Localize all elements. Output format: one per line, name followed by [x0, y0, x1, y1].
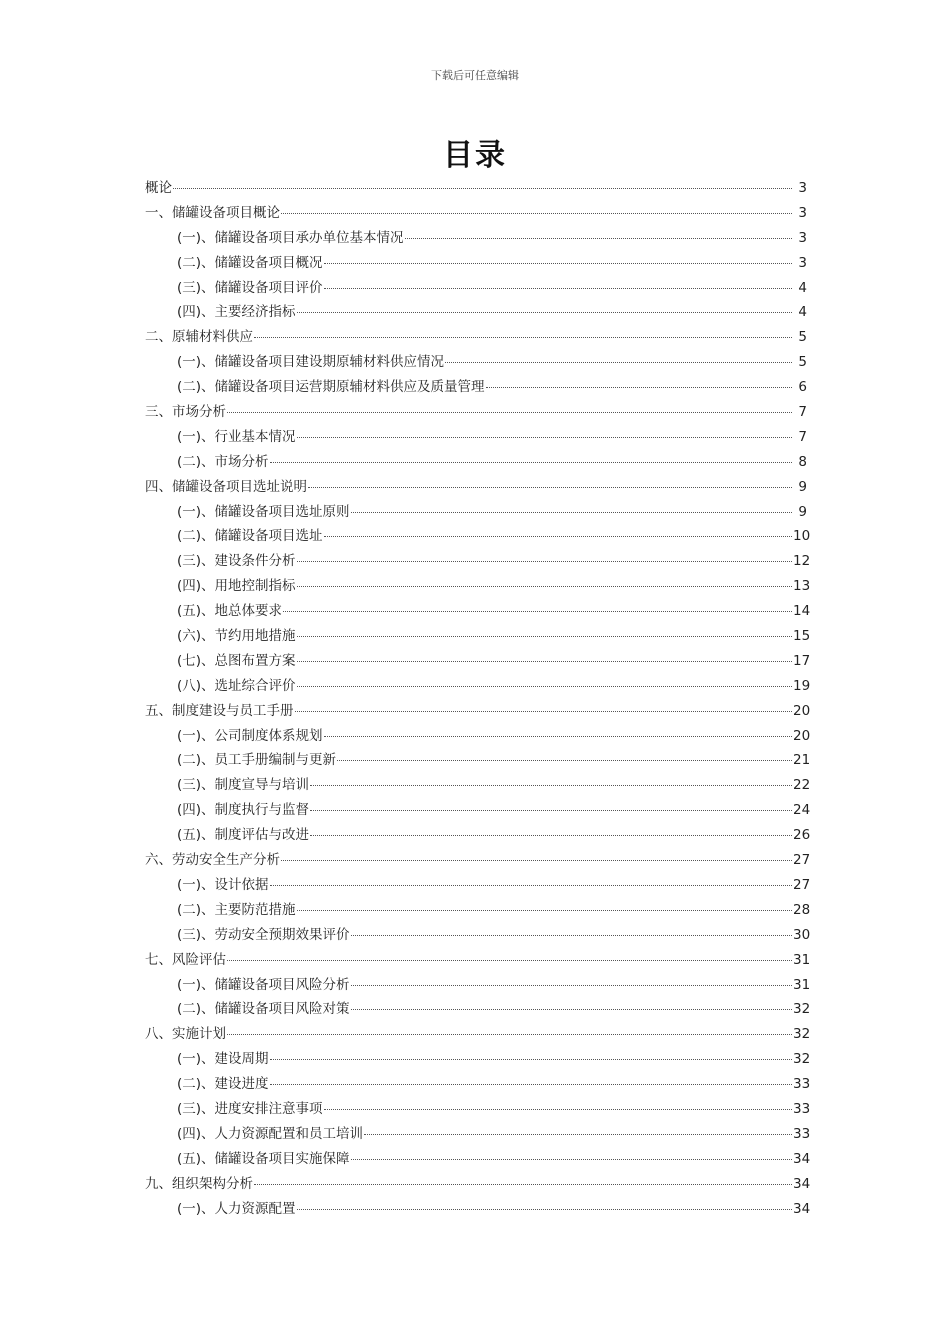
toc-entry[interactable] — [145, 176, 807, 201]
toc-leader-dots — [297, 909, 792, 911]
toc-entry-page: 3 — [798, 204, 807, 221]
toc-entry-label: 八、实施计划 — [145, 1026, 226, 1043]
toc-entry-page: 20 — [793, 702, 811, 719]
toc-entry-page: 4 — [798, 304, 807, 321]
toc-entry-label: (五)、地总体要求 — [177, 603, 283, 620]
toc-entry-label: (一)、储罐设备项目建设期原辅材料供应情况 — [177, 354, 445, 371]
toc-leader-dots — [227, 411, 792, 413]
toc-entry-page: 6 — [798, 379, 807, 396]
toc-entry-page: 14 — [793, 603, 811, 620]
toc-entry-label: 五、制度建设与员工手册 — [145, 702, 294, 719]
toc-entry-label: (一)、储罐设备项目承办单位基本情况 — [177, 229, 404, 246]
toc-entry-page: 3 — [798, 254, 807, 271]
toc-entry[interactable] — [145, 997, 811, 1022]
toc-entry[interactable] — [145, 873, 811, 898]
toc-entry-label: 二、原辅材料供应 — [145, 329, 253, 346]
toc-entry-label: (一)、储罐设备项目风险分析 — [177, 976, 350, 993]
toc-leader-dots — [297, 1208, 792, 1210]
toc-leader-dots — [297, 585, 792, 587]
toc-leader-dots — [324, 262, 792, 264]
toc-leader-dots — [308, 486, 792, 488]
toc-entry[interactable] — [145, 773, 811, 798]
toc-entry[interactable] — [145, 823, 811, 848]
toc-entry-page: 33 — [793, 1076, 811, 1093]
toc-entry-label: (一)、建设周期 — [177, 1051, 269, 1068]
toc-entry-label: (五)、制度评估与改进 — [177, 827, 310, 844]
toc-entry-page: 32 — [793, 1051, 811, 1068]
toc-entry-page: 13 — [793, 578, 811, 595]
toc-leader-dots — [254, 1183, 792, 1185]
toc-leader-dots — [351, 1008, 792, 1010]
toc-entry[interactable] — [145, 1197, 811, 1222]
toc-entry-label: (二)、员工手册编制与更新 — [177, 752, 337, 769]
toc-entry-label: (八)、选址综合评价 — [177, 677, 296, 694]
toc-entry-label: (四)、主要经济指标 — [177, 304, 296, 321]
toc-entry[interactable] — [145, 1022, 811, 1047]
toc-leader-dots — [297, 560, 792, 562]
toc-leader-dots — [270, 1083, 792, 1085]
toc-entry-label: (七)、总图布置方案 — [177, 652, 296, 669]
toc-leader-dots — [324, 1108, 792, 1110]
toc-entry-label: 九、组织架构分析 — [145, 1175, 253, 1192]
toc-entry[interactable] — [145, 798, 811, 823]
toc-entry-label: (三)、储罐设备项目评价 — [177, 279, 323, 296]
toc-entry-label: (二)、储罐设备项目风险对策 — [177, 1001, 350, 1018]
toc-leader-dots — [364, 1133, 792, 1135]
toc-entry-page: 9 — [798, 478, 807, 495]
toc-entry-page: 12 — [793, 553, 811, 570]
toc-entry-page: 17 — [793, 652, 811, 669]
toc-entry[interactable] — [145, 475, 807, 500]
toc-entry-page: 9 — [798, 503, 807, 520]
toc-leader-dots — [310, 809, 792, 811]
toc-leader-dots — [337, 759, 792, 761]
toc-entry-label: 六、劳动安全生产分析 — [145, 852, 280, 869]
toc-leader-dots — [295, 710, 793, 712]
toc-entry-label: (一)、设计依据 — [177, 876, 269, 893]
toc-entry[interactable] — [145, 1072, 811, 1097]
toc-entry[interactable] — [145, 325, 807, 350]
toc-entry-page: 32 — [793, 1026, 811, 1043]
toc-entry-page: 22 — [793, 777, 811, 794]
toc-leader-dots — [281, 212, 792, 214]
toc-entry-label: 概论 — [145, 180, 172, 196]
toc-entry-page: 26 — [793, 827, 811, 844]
toc-entry[interactable] — [145, 699, 811, 724]
toc-entry-page: 4 — [798, 279, 807, 296]
toc-entry[interactable] — [145, 300, 807, 325]
toc-entry-label: (一)、行业基本情况 — [177, 428, 296, 445]
table-of-contents — [145, 176, 811, 1221]
toc-entry-label: (二)、建设进度 — [177, 1076, 269, 1093]
toc-entry-label: (四)、人力资源配置和员工培训 — [177, 1125, 364, 1142]
toc-entry[interactable] — [145, 748, 811, 773]
toc-entry[interactable] — [145, 425, 807, 450]
toc-entry-label: 七、风险评估 — [145, 951, 226, 968]
toc-entry-page: 33 — [793, 1100, 811, 1117]
toc-entry-page: 31 — [793, 976, 811, 993]
toc-leader-dots — [173, 187, 792, 189]
toc-leader-dots — [297, 311, 792, 313]
toc-entry-page: 31 — [793, 951, 811, 968]
toc-entry-page: 3 — [798, 229, 807, 246]
toc-entry-page: 21 — [793, 752, 811, 769]
toc-entry[interactable] — [145, 276, 807, 301]
toc-entry[interactable] — [145, 574, 811, 599]
toc-leader-dots — [283, 610, 792, 612]
toc-leader-dots — [351, 984, 792, 986]
toc-entry-label: (三)、劳动安全预期效果评价 — [177, 926, 350, 943]
page-header: 下载后可任意编辑 — [431, 69, 519, 82]
toc-entry-page: 10 — [793, 528, 811, 545]
toc-entry-label: (一)、公司制度体系规划 — [177, 727, 323, 744]
toc-entry-page: 7 — [798, 428, 807, 445]
toc-entry[interactable] — [145, 948, 811, 973]
toc-entry[interactable] — [145, 375, 807, 400]
toc-entry-page: 5 — [798, 354, 807, 371]
toc-leader-dots — [270, 884, 792, 886]
toc-entry-page: 34 — [793, 1200, 811, 1217]
toc-entry[interactable] — [145, 201, 807, 226]
toc-leader-dots — [351, 1158, 792, 1160]
toc-entry-page: 34 — [793, 1175, 811, 1192]
toc-entry[interactable] — [145, 251, 807, 276]
toc-entry[interactable] — [145, 724, 811, 749]
toc-entry-page: 34 — [793, 1150, 811, 1167]
toc-entry-page: 5 — [798, 329, 807, 346]
toc-entry[interactable] — [145, 1147, 811, 1172]
toc-entry[interactable] — [145, 549, 811, 574]
toc-leader-dots — [297, 436, 792, 438]
page-title: 目录 — [443, 138, 507, 173]
toc-entry-label: (二)、主要防范措施 — [177, 901, 296, 918]
toc-leader-dots — [297, 635, 792, 637]
toc-entry[interactable] — [145, 973, 811, 998]
toc-entry[interactable] — [145, 1097, 811, 1122]
toc-leader-dots — [405, 237, 792, 239]
toc-leader-dots — [270, 1058, 792, 1060]
toc-entry-label: (二)、储罐设备项目概况 — [177, 254, 323, 271]
toc-entry-label: (三)、建设条件分析 — [177, 553, 296, 570]
toc-entry[interactable] — [145, 599, 811, 624]
toc-entry-page: 27 — [793, 852, 811, 869]
toc-entry[interactable] — [145, 1047, 811, 1072]
toc-leader-dots — [281, 859, 792, 861]
toc-entry-label: 四、储罐设备项目选址说明 — [145, 478, 307, 495]
toc-leader-dots — [227, 1033, 792, 1035]
toc-entry-label: 三、市场分析 — [145, 404, 226, 421]
toc-entry-page: 27 — [793, 876, 811, 893]
toc-leader-dots — [297, 685, 792, 687]
toc-entry-label: (四)、制度执行与监督 — [177, 802, 310, 819]
toc-entry[interactable] — [145, 450, 807, 475]
toc-entry-label: (一)、人力资源配置 — [177, 1200, 296, 1217]
toc-entry[interactable] — [145, 1122, 811, 1147]
toc-entry-page: 28 — [793, 901, 811, 918]
toc-leader-dots — [324, 735, 792, 737]
toc-entry-label: (一)、储罐设备项目选址原则 — [177, 503, 350, 520]
toc-leader-dots — [324, 535, 792, 537]
toc-entry[interactable] — [145, 649, 811, 674]
toc-leader-dots — [351, 511, 792, 513]
toc-leader-dots — [445, 361, 792, 363]
toc-entry-page: 15 — [793, 628, 811, 645]
toc-entry[interactable] — [145, 898, 811, 923]
toc-entry[interactable] — [145, 226, 807, 251]
toc-entry[interactable] — [145, 524, 811, 549]
toc-leader-dots — [297, 660, 792, 662]
toc-entry[interactable] — [145, 1172, 811, 1197]
toc-entry[interactable] — [145, 923, 811, 948]
toc-entry-label: (六)、节约用地措施 — [177, 628, 296, 645]
toc-entry-label: (三)、进度安排注意事项 — [177, 1100, 323, 1117]
toc-leader-dots — [486, 386, 792, 388]
toc-entry[interactable] — [145, 350, 807, 375]
toc-entry-page: 33 — [793, 1125, 811, 1142]
toc-entry-label: (三)、制度宣导与培训 — [177, 777, 310, 794]
toc-leader-dots — [310, 834, 792, 836]
toc-entry[interactable] — [145, 624, 811, 649]
toc-entry-page: 30 — [793, 926, 811, 943]
toc-entry-label: (二)、储罐设备项目选址 — [177, 528, 323, 545]
toc-leader-dots — [227, 959, 792, 961]
toc-entry-label: (四)、用地控制指标 — [177, 578, 296, 595]
toc-leader-dots — [270, 461, 792, 463]
toc-leader-dots — [351, 934, 792, 936]
toc-entry-page: 20 — [793, 727, 811, 744]
toc-entry[interactable] — [145, 400, 807, 425]
toc-entry[interactable] — [145, 674, 811, 699]
toc-entry-label: (二)、市场分析 — [177, 453, 269, 470]
toc-entry-page: 8 — [798, 453, 807, 470]
toc-entry-label: (五)、储罐设备项目实施保障 — [177, 1150, 350, 1167]
toc-entry-page: 24 — [793, 802, 811, 819]
toc-leader-dots — [254, 336, 792, 338]
toc-entry-page: 7 — [798, 404, 807, 421]
toc-entry[interactable] — [145, 848, 811, 873]
toc-leader-dots — [324, 287, 792, 289]
toc-entry-page: 32 — [793, 1001, 811, 1018]
toc-entry-page: 3 — [798, 180, 807, 196]
toc-entry-page: 19 — [793, 677, 811, 694]
toc-entry-label: (二)、储罐设备项目运营期原辅材料供应及质量管理 — [177, 379, 485, 396]
toc-leader-dots — [310, 784, 792, 786]
toc-entry-label: 一、储罐设备项目概论 — [145, 204, 280, 221]
toc-entry[interactable] — [145, 500, 807, 525]
